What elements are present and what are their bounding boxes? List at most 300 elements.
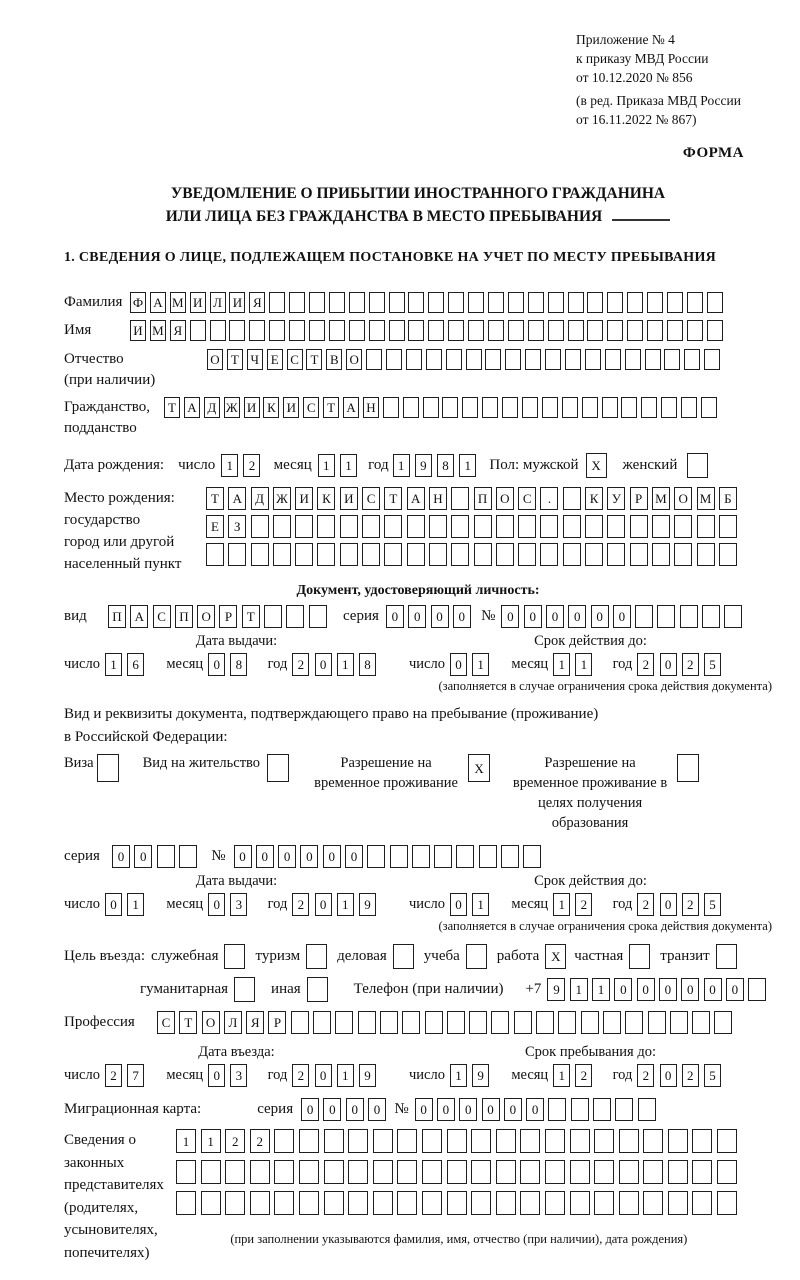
char-cell[interactable] (422, 1191, 442, 1215)
char-cell[interactable]: И (229, 292, 245, 313)
migration-number-cells[interactable] (415, 1098, 660, 1121)
char-cell[interactable] (393, 944, 414, 969)
char-cell[interactable]: 9 (547, 978, 565, 1001)
char-cell[interactable] (324, 1191, 344, 1215)
char-cell[interactable] (429, 515, 447, 538)
char-cell[interactable]: 0 (704, 978, 722, 1001)
purpose-private-checkbox[interactable] (629, 944, 650, 969)
char-cell[interactable]: 9 (472, 1064, 489, 1087)
char-cell[interactable] (692, 1160, 712, 1184)
entry-month-cells[interactable] (208, 1064, 252, 1087)
char-cell[interactable]: 1 (553, 893, 570, 916)
char-cell[interactable]: О (674, 487, 692, 510)
char-cell[interactable] (587, 292, 603, 313)
char-cell[interactable] (508, 292, 524, 313)
char-cell[interactable]: И (283, 397, 299, 418)
char-cell[interactable] (447, 1160, 467, 1184)
char-cell[interactable] (680, 605, 698, 628)
char-cell[interactable]: И (190, 292, 206, 313)
char-cell[interactable]: Д (251, 487, 269, 510)
char-cell[interactable]: Ж (273, 487, 291, 510)
char-cell[interactable] (674, 543, 692, 566)
char-cell[interactable]: 0 (415, 1098, 433, 1121)
char-cell[interactable] (299, 1129, 319, 1153)
firstname-cells[interactable] (130, 320, 727, 341)
birthplace-row1-cells[interactable] (206, 487, 741, 510)
char-cell[interactable]: 0 (112, 845, 130, 868)
char-cell[interactable] (274, 1191, 294, 1215)
char-cell[interactable] (594, 1160, 614, 1184)
char-cell[interactable]: 0 (386, 605, 404, 628)
doc-series-cells[interactable] (386, 605, 475, 628)
char-cell[interactable] (668, 1191, 688, 1215)
char-cell[interactable] (97, 754, 119, 782)
char-cell[interactable]: 0 (681, 978, 699, 1001)
char-cell[interactable] (362, 543, 380, 566)
birthplace-row3-cells[interactable] (206, 543, 741, 566)
char-cell[interactable] (286, 605, 304, 628)
char-cell[interactable] (643, 1160, 663, 1184)
purpose-official-checkbox[interactable] (224, 944, 245, 969)
char-cell[interactable] (474, 543, 492, 566)
char-cell[interactable] (335, 1011, 353, 1034)
char-cell[interactable]: 0 (450, 893, 467, 916)
char-cell[interactable] (329, 292, 345, 313)
char-cell[interactable] (607, 515, 625, 538)
char-cell[interactable] (324, 1160, 344, 1184)
char-cell[interactable] (681, 397, 697, 418)
char-cell[interactable] (701, 397, 717, 418)
char-cell[interactable] (225, 1191, 245, 1215)
char-cell[interactable] (496, 1129, 516, 1153)
char-cell[interactable]: 8 (437, 454, 454, 477)
char-cell[interactable] (384, 515, 402, 538)
char-cell[interactable] (496, 543, 514, 566)
char-cell[interactable] (570, 1160, 590, 1184)
char-cell[interactable] (274, 1160, 294, 1184)
char-cell[interactable]: И (244, 397, 260, 418)
birthdate-day-cells[interactable] (221, 454, 265, 477)
char-cell[interactable] (309, 320, 325, 341)
char-cell[interactable]: 1 (221, 454, 238, 477)
char-cell[interactable] (373, 1129, 393, 1153)
char-cell[interactable] (447, 1191, 467, 1215)
char-cell[interactable]: 0 (453, 605, 471, 628)
char-cell[interactable] (635, 605, 653, 628)
char-cell[interactable]: 1 (553, 1064, 570, 1087)
char-cell[interactable] (397, 1191, 417, 1215)
char-cell[interactable] (397, 1129, 417, 1153)
residence-issued-month-cells[interactable] (208, 893, 252, 916)
char-cell[interactable]: Т (206, 487, 224, 510)
char-cell[interactable] (451, 543, 469, 566)
doc-issued-month-cells[interactable] (208, 653, 252, 676)
char-cell[interactable] (619, 1160, 639, 1184)
char-cell[interactable] (540, 543, 558, 566)
char-cell[interactable] (585, 515, 603, 538)
purpose-work-checkbox[interactable] (545, 944, 566, 969)
char-cell[interactable] (485, 349, 501, 370)
char-cell[interactable]: 0 (614, 978, 632, 1001)
char-cell[interactable] (479, 845, 497, 868)
char-cell[interactable] (548, 1098, 566, 1121)
char-cell[interactable]: 2 (250, 1129, 270, 1153)
char-cell[interactable] (425, 1011, 443, 1034)
char-cell[interactable] (657, 605, 675, 628)
char-cell[interactable] (645, 349, 661, 370)
char-cell[interactable]: 0 (256, 845, 274, 868)
char-cell[interactable] (274, 1129, 294, 1153)
char-cell[interactable]: 0 (208, 1064, 225, 1087)
char-cell[interactable]: 0 (323, 1098, 341, 1121)
char-cell[interactable]: 0 (208, 653, 225, 676)
char-cell[interactable] (717, 1191, 737, 1215)
char-cell[interactable] (442, 397, 458, 418)
char-cell[interactable] (289, 320, 305, 341)
char-cell[interactable] (349, 292, 365, 313)
char-cell[interactable]: И (340, 487, 358, 510)
char-cell[interactable] (488, 292, 504, 313)
char-cell[interactable] (520, 1160, 540, 1184)
entry-day-cells[interactable] (105, 1064, 149, 1087)
purpose-other-checkbox[interactable] (307, 977, 328, 1002)
migration-series-cells[interactable] (301, 1098, 390, 1121)
char-cell[interactable] (647, 320, 663, 341)
char-cell[interactable] (568, 320, 584, 341)
char-cell[interactable] (619, 1191, 639, 1215)
char-cell[interactable] (619, 1129, 639, 1153)
char-cell[interactable] (317, 543, 335, 566)
doc-valid-year-cells[interactable] (637, 653, 726, 676)
char-cell[interactable] (563, 487, 581, 510)
char-cell[interactable] (462, 397, 478, 418)
char-cell[interactable]: Т (164, 397, 180, 418)
char-cell[interactable] (380, 1011, 398, 1034)
char-cell[interactable]: 2 (292, 1064, 309, 1087)
char-cell[interactable]: 0 (660, 893, 677, 916)
char-cell[interactable] (422, 1129, 442, 1153)
sex-male-checkbox[interactable] (586, 453, 607, 478)
char-cell[interactable] (719, 515, 737, 538)
char-cell[interactable] (697, 543, 715, 566)
char-cell[interactable] (406, 349, 422, 370)
entry-year-cells[interactable] (292, 1064, 381, 1087)
char-cell[interactable]: А (343, 397, 359, 418)
char-cell[interactable] (565, 349, 581, 370)
patronymic-cells[interactable] (207, 349, 724, 370)
char-cell[interactable] (491, 1011, 509, 1034)
char-cell[interactable] (349, 320, 365, 341)
char-cell[interactable] (525, 349, 541, 370)
char-cell[interactable] (422, 1160, 442, 1184)
char-cell[interactable] (299, 1191, 319, 1215)
char-cell[interactable] (501, 845, 519, 868)
char-cell[interactable] (545, 1160, 565, 1184)
char-cell[interactable]: 2 (292, 653, 309, 676)
char-cell[interactable]: Я (246, 1011, 264, 1034)
char-cell[interactable] (630, 543, 648, 566)
char-cell[interactable]: 6 (127, 653, 144, 676)
char-cell[interactable] (719, 543, 737, 566)
char-cell[interactable] (582, 397, 598, 418)
char-cell[interactable]: Р (268, 1011, 286, 1034)
char-cell[interactable] (389, 292, 405, 313)
char-cell[interactable] (447, 1129, 467, 1153)
char-cell[interactable] (652, 543, 670, 566)
char-cell[interactable]: 2 (682, 893, 699, 916)
char-cell[interactable] (206, 543, 224, 566)
char-cell[interactable] (179, 845, 197, 868)
char-cell[interactable]: 1 (337, 653, 354, 676)
char-cell[interactable] (643, 1191, 663, 1215)
char-cell[interactable] (451, 487, 469, 510)
char-cell[interactable]: 0 (591, 605, 609, 628)
char-cell[interactable] (448, 292, 464, 313)
char-cell[interactable] (748, 978, 766, 1001)
char-cell[interactable]: 0 (482, 1098, 500, 1121)
char-cell[interactable] (687, 453, 708, 478)
residence-number-cells[interactable] (234, 845, 546, 868)
char-cell[interactable] (299, 1160, 319, 1184)
char-cell[interactable] (176, 1191, 196, 1215)
char-cell[interactable] (496, 1160, 516, 1184)
char-cell[interactable] (295, 543, 313, 566)
char-cell[interactable] (466, 349, 482, 370)
char-cell[interactable]: К (585, 487, 603, 510)
char-cell[interactable] (340, 543, 358, 566)
char-cell[interactable]: А (184, 397, 200, 418)
char-cell[interactable] (585, 349, 601, 370)
char-cell[interactable] (508, 320, 524, 341)
char-cell[interactable] (306, 944, 327, 969)
char-cell[interactable]: 0 (568, 605, 586, 628)
stay-year-cells[interactable] (637, 1064, 726, 1087)
char-cell[interactable] (386, 349, 402, 370)
char-cell[interactable] (570, 1129, 590, 1153)
char-cell[interactable] (468, 292, 484, 313)
char-cell[interactable]: 1 (340, 454, 357, 477)
representatives-row2-cells[interactable] (176, 1160, 742, 1184)
char-cell[interactable] (607, 543, 625, 566)
char-cell[interactable] (520, 1191, 540, 1215)
char-cell[interactable]: 1 (201, 1129, 221, 1153)
char-cell[interactable]: Е (206, 515, 224, 538)
char-cell[interactable] (428, 320, 444, 341)
char-cell[interactable] (289, 292, 305, 313)
char-cell[interactable] (638, 1098, 656, 1121)
char-cell[interactable] (603, 1011, 621, 1034)
char-cell[interactable] (704, 349, 720, 370)
phone-cells[interactable] (547, 978, 770, 1001)
char-cell[interactable]: 2 (292, 893, 309, 916)
char-cell[interactable] (714, 1011, 732, 1034)
char-cell[interactable]: 2 (575, 1064, 592, 1087)
permit-residence-checkbox[interactable] (267, 754, 289, 782)
char-cell[interactable] (408, 320, 424, 341)
char-cell[interactable] (434, 845, 452, 868)
char-cell[interactable] (412, 845, 430, 868)
permit-education-residence-checkbox[interactable] (677, 754, 699, 782)
char-cell[interactable] (563, 543, 581, 566)
char-cell[interactable]: О (346, 349, 362, 370)
char-cell[interactable] (523, 845, 541, 868)
char-cell[interactable]: О (197, 605, 215, 628)
char-cell[interactable] (373, 1191, 393, 1215)
char-cell[interactable]: И (295, 487, 313, 510)
char-cell[interactable]: К (317, 487, 335, 510)
residence-issued-day-cells[interactable] (105, 893, 149, 916)
char-cell[interactable] (505, 349, 521, 370)
char-cell[interactable]: 1 (450, 1064, 467, 1087)
char-cell[interactable] (251, 515, 269, 538)
char-cell[interactable] (536, 1011, 554, 1034)
char-cell[interactable] (558, 1011, 576, 1034)
char-cell[interactable] (348, 1129, 368, 1153)
char-cell[interactable]: 1 (592, 978, 610, 1001)
char-cell[interactable] (594, 1191, 614, 1215)
char-cell[interactable]: 0 (208, 893, 225, 916)
doc-issued-year-cells[interactable] (292, 653, 381, 676)
char-cell[interactable]: 1 (570, 978, 588, 1001)
char-cell[interactable]: 0 (431, 605, 449, 628)
char-cell[interactable] (157, 845, 175, 868)
char-cell[interactable]: С (157, 1011, 175, 1034)
char-cell[interactable] (692, 1011, 710, 1034)
char-cell[interactable] (358, 1011, 376, 1034)
char-cell[interactable]: 0 (315, 653, 332, 676)
char-cell[interactable] (383, 397, 399, 418)
char-cell[interactable] (668, 1160, 688, 1184)
char-cell[interactable]: 3 (230, 893, 247, 916)
char-cell[interactable]: К (263, 397, 279, 418)
char-cell[interactable] (384, 543, 402, 566)
char-cell[interactable] (228, 543, 246, 566)
char-cell[interactable]: 0 (459, 1098, 477, 1121)
char-cell[interactable]: И (130, 320, 146, 341)
char-cell[interactable]: 0 (501, 605, 519, 628)
char-cell[interactable] (593, 1098, 611, 1121)
char-cell[interactable] (397, 1160, 417, 1184)
char-cell[interactable] (692, 1191, 712, 1215)
birthdate-month-cells[interactable] (318, 454, 362, 477)
char-cell[interactable]: 8 (359, 653, 376, 676)
char-cell[interactable]: С (153, 605, 171, 628)
char-cell[interactable] (717, 1129, 737, 1153)
char-cell[interactable]: 3 (230, 1064, 247, 1087)
char-cell[interactable]: 2 (637, 893, 654, 916)
char-cell[interactable] (468, 320, 484, 341)
char-cell[interactable]: 5 (704, 893, 721, 916)
char-cell[interactable] (677, 754, 699, 782)
char-cell[interactable] (548, 292, 564, 313)
char-cell[interactable]: П (474, 487, 492, 510)
char-cell[interactable]: X (468, 754, 490, 782)
char-cell[interactable] (545, 349, 561, 370)
char-cell[interactable]: А (407, 487, 425, 510)
char-cell[interactable] (423, 397, 439, 418)
char-cell[interactable] (643, 1129, 663, 1153)
char-cell[interactable] (367, 845, 385, 868)
char-cell[interactable] (540, 515, 558, 538)
birthplace-row2-cells[interactable] (206, 515, 741, 538)
char-cell[interactable] (447, 1011, 465, 1034)
purpose-transit-checkbox[interactable] (716, 944, 737, 969)
char-cell[interactable] (518, 543, 536, 566)
char-cell[interactable] (224, 944, 245, 969)
char-cell[interactable]: Я (170, 320, 186, 341)
representatives-row1-cells[interactable] (176, 1129, 742, 1153)
char-cell[interactable]: Т (179, 1011, 197, 1034)
char-cell[interactable] (647, 292, 663, 313)
doc-valid-day-cells[interactable] (450, 653, 494, 676)
char-cell[interactable]: 2 (105, 1064, 122, 1087)
purpose-business-checkbox[interactable] (393, 944, 414, 969)
char-cell[interactable]: 1 (105, 653, 122, 676)
citizenship-cells[interactable] (164, 397, 721, 418)
char-cell[interactable] (697, 515, 715, 538)
char-cell[interactable]: 1 (127, 893, 144, 916)
char-cell[interactable] (448, 320, 464, 341)
char-cell[interactable]: 0 (368, 1098, 386, 1121)
stay-month-cells[interactable] (553, 1064, 597, 1087)
char-cell[interactable] (514, 1011, 532, 1034)
char-cell[interactable] (309, 605, 327, 628)
char-cell[interactable] (641, 397, 657, 418)
char-cell[interactable] (403, 397, 419, 418)
char-cell[interactable]: У (607, 487, 625, 510)
char-cell[interactable]: 1 (553, 653, 570, 676)
char-cell[interactable]: А (130, 605, 148, 628)
char-cell[interactable]: 0 (660, 1064, 677, 1087)
char-cell[interactable] (348, 1160, 368, 1184)
char-cell[interactable]: Н (363, 397, 379, 418)
char-cell[interactable]: Р (630, 487, 648, 510)
char-cell[interactable]: 1 (472, 653, 489, 676)
char-cell[interactable] (625, 1011, 643, 1034)
char-cell[interactable] (707, 320, 723, 341)
char-cell[interactable]: 7 (127, 1064, 144, 1087)
char-cell[interactable] (329, 320, 345, 341)
char-cell[interactable] (687, 320, 703, 341)
char-cell[interactable] (716, 944, 737, 969)
char-cell[interactable] (466, 944, 487, 969)
char-cell[interactable] (562, 397, 578, 418)
char-cell[interactable]: 2 (575, 893, 592, 916)
char-cell[interactable] (446, 349, 462, 370)
char-cell[interactable]: X (586, 453, 607, 478)
char-cell[interactable]: 2 (637, 1064, 654, 1087)
char-cell[interactable] (545, 1129, 565, 1153)
char-cell[interactable]: Ж (224, 397, 240, 418)
doc-issued-day-cells[interactable] (105, 653, 149, 676)
char-cell[interactable] (667, 292, 683, 313)
char-cell[interactable]: 0 (726, 978, 744, 1001)
char-cell[interactable]: 0 (660, 653, 677, 676)
char-cell[interactable]: 0 (346, 1098, 364, 1121)
char-cell[interactable] (267, 754, 289, 782)
char-cell[interactable]: . (540, 487, 558, 510)
char-cell[interactable]: 1 (337, 1064, 354, 1087)
char-cell[interactable]: Ч (247, 349, 263, 370)
char-cell[interactable]: С (362, 487, 380, 510)
char-cell[interactable]: 2 (637, 653, 654, 676)
char-cell[interactable] (426, 349, 442, 370)
char-cell[interactable] (581, 1011, 599, 1034)
char-cell[interactable] (317, 515, 335, 538)
char-cell[interactable]: Л (210, 292, 226, 313)
char-cell[interactable] (407, 515, 425, 538)
sex-female-checkbox[interactable] (687, 453, 708, 478)
